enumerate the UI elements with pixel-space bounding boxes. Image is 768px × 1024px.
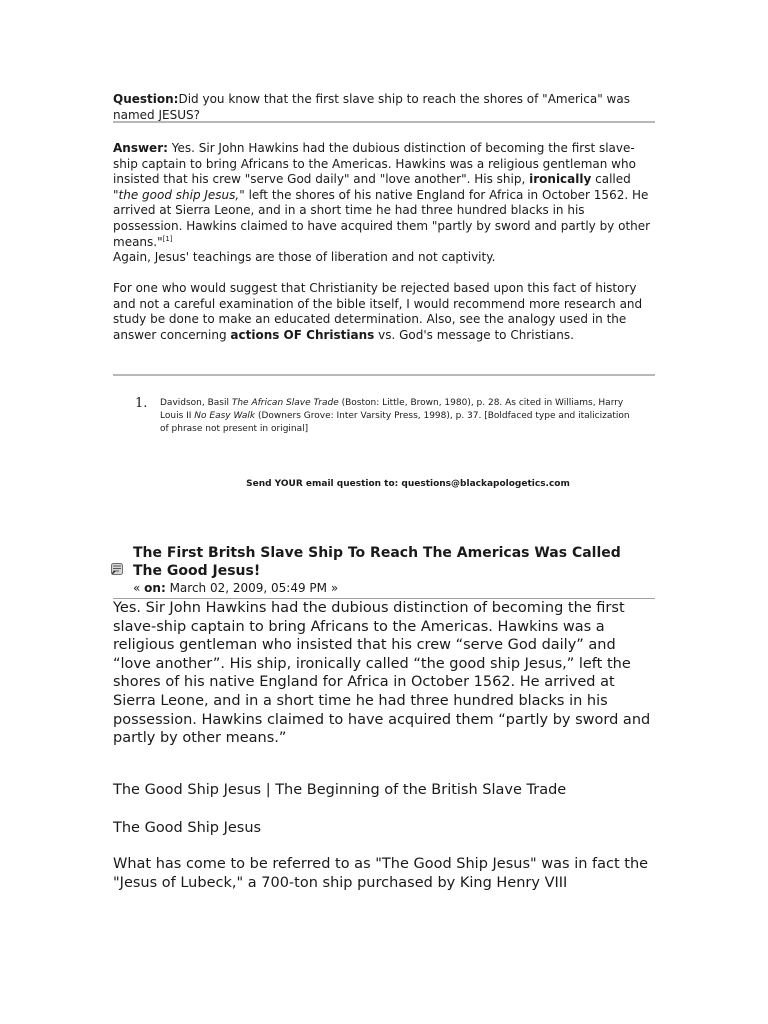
answer-block xyxy=(113,141,655,266)
footnote-reference[interactable]: [1] xyxy=(162,234,173,243)
post-body: Yes. Sir John Hawkins had the dubious distinction of becoming the first slave-ship captain to bring Africans to the Americas. Hawkins was a religious gentleman who insisted that his crew “serve God daily” and “love another”. His ship, ironically called “the good ship Jesus,” left the shores of his native England for Africa in October 1562. He arrived at Sierra Leone, and in a short time he had three hundred blacks in his possession. Hawkins claimed to have acquired them “partly by sword and partly by other means.” xyxy=(113,600,651,747)
followup-paragraph xyxy=(113,281,655,343)
post-topic-icon xyxy=(109,561,125,577)
footnote-number: 1. xyxy=(135,396,148,411)
footnote-segment: (Downers Grove: Inter Varsity Press, 1998), p. 37. [Boldfaced type and italicization of phrase not present in original] xyxy=(160,411,630,434)
answer-text: called xyxy=(591,172,631,187)
answer-text: Yes. Sir John Hawkins had the dubious distinction of becoming the first slave-ship captain to bring Africans to the Americas. Hawkins was a religious gentleman who insisted that his crew "serve God daily" and "love another". His ship, xyxy=(113,141,636,187)
answer-emphasis: ironically xyxy=(529,172,592,187)
post-meta-bracket: « xyxy=(133,581,145,595)
section-subtitle: The Good Ship Jesus xyxy=(113,820,262,836)
footnote-book-title: The African Slave Trade xyxy=(231,398,339,408)
footnote-segment: Davidson, Basil xyxy=(160,398,232,408)
question-block xyxy=(113,92,655,123)
footnote-segment: (Boston: Little, Brown, 1980), p. 28. As cited in Williams, Harry Louis II xyxy=(160,398,624,421)
footnote-book-title: No Easy Walk xyxy=(194,411,256,421)
answer-text: left the shores of his native England for Africa in October 1562. He arrived at Sierra Leone, and in a short time he had three hundred blacks in his possession. Hawkins claimed to have acquired them "partly by sword and partly by other means." xyxy=(113,187,651,249)
answer-ship-quote: "the good ship Jesus," xyxy=(113,187,245,202)
followup-text: For one who would suggest that Christianity be rejected based upon this fact of history and not a careful examination of the bible itself, I would recommend more research and study be done to make an educated determination. Also, see the analogy used in the answer concerning xyxy=(113,281,643,342)
divider xyxy=(113,374,655,376)
post-title[interactable]: The First Britsh Slave Ship To Reach The Americas Was Called The Good Jesus! xyxy=(133,545,621,579)
divider xyxy=(113,121,655,123)
answer-paragraph xyxy=(113,141,655,250)
send-question-line: Send YOUR email question to: questions@blackapologetics.com xyxy=(246,479,570,489)
followup-emphasis: actions OF Christians xyxy=(230,327,375,342)
footnote-text xyxy=(160,397,635,436)
section-paragraph: What has come to be referred to as "The Good Ship Jesus" was in fact the "Jesus of Lubeck," a 700-ton ship purchased by King Henry VIII xyxy=(113,856,649,891)
post-meta-on: on: xyxy=(144,581,166,595)
post-date: March 02, 2009, 05:49 PM » xyxy=(165,581,339,595)
question-label: Question: xyxy=(113,92,179,106)
answer-label: Answer: xyxy=(113,141,168,155)
question-text: Did you know that the first slave ship to reach the shores of "America" was named JESUS? xyxy=(113,92,630,122)
answer-closing: Again, Jesus' teachings are those of liberation and not captivity. xyxy=(113,250,496,265)
post-meta xyxy=(133,581,338,595)
followup-text: vs. God's message to Christians. xyxy=(374,327,574,342)
section-title: The Good Ship Jesus | The Beginning of the British Slave Trade xyxy=(113,782,567,798)
